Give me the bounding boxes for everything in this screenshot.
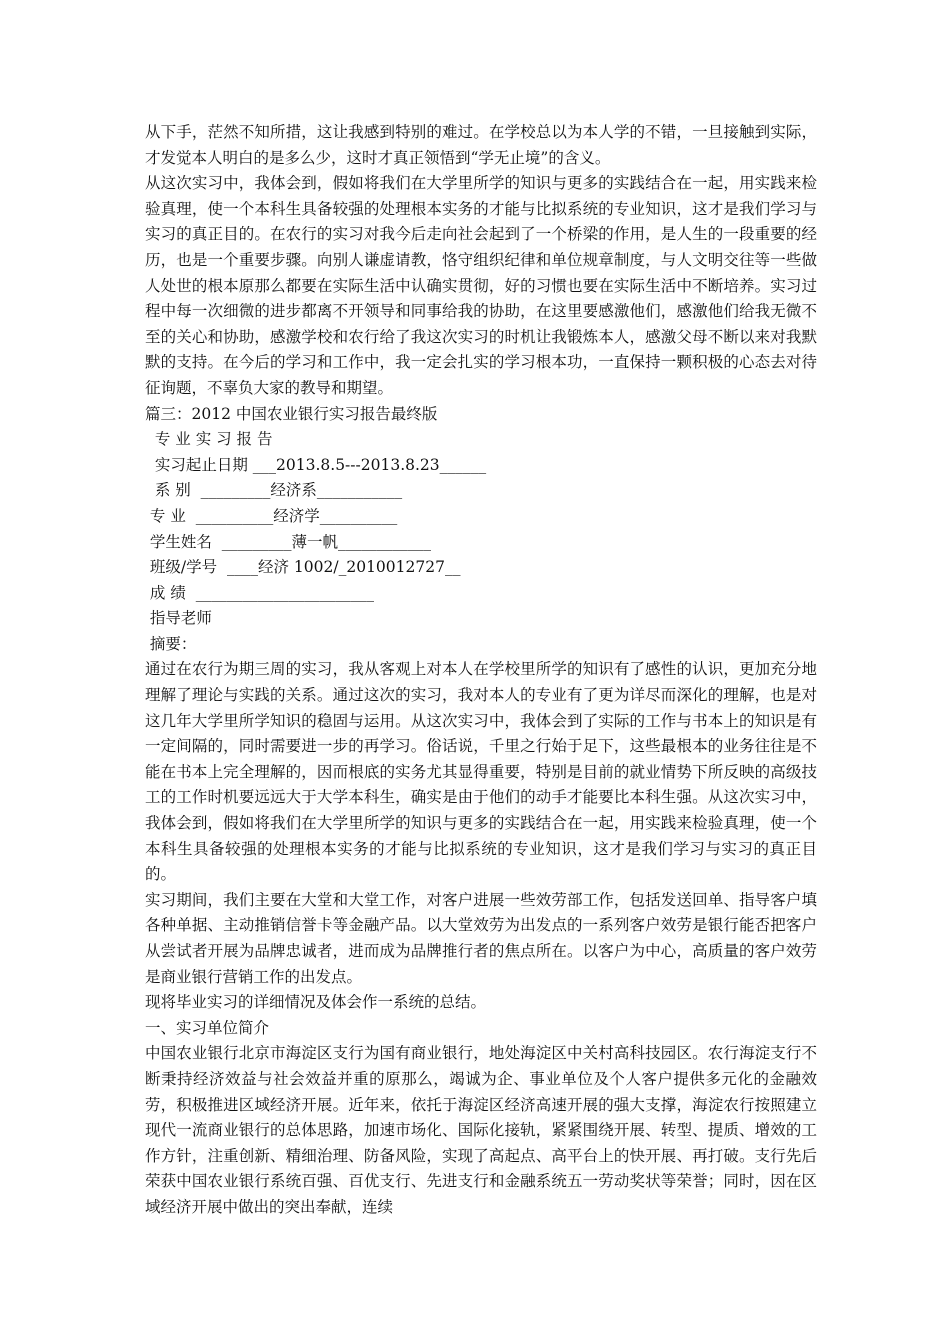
form-line-dates: 实习起止日期 ___2013.8.5---2013.8.23______ bbox=[145, 455, 487, 474]
form-line-grade: 成 绩 _______________________ bbox=[145, 583, 374, 602]
form-line-student-name: 学生姓名 _________薄一帆____________ bbox=[145, 532, 432, 551]
paragraph: 现将毕业实习的详细情况及体会作一系统的总结。 bbox=[145, 993, 487, 1012]
paragraph: 中国农业银行北京市海淀区支行为国有商业银行，地处海淀区中关村高科技园区。农行海淀支行不断秉持经济效益与社会效益并重的原那么，竭诚为企、事业单位及个人客户提供多元化的金融效劳，积极推进区域经济开展。近年来，依托于海淀区经济高速开展的强大支撑，海淀农行按照建立现代一流商业银行的总体思路，加速市场化、国际化接轨，紧紧围绕开展、转型、提质、增效的工作方针，注重创新、精细治理、防备风险，实现了高起点、高平台上的快开展、再打破。支行先后荣获中国农业银行系统百强、百优支行、先进支行和金融系统五一劳动奖状等荣誉；同时，因在区域经济开展中做出的突出奉献，连续 bbox=[145, 1044, 817, 1216]
abstract-label: 摘要： bbox=[145, 634, 197, 653]
report-heading: 专 业 实 习 报 告 bbox=[145, 430, 273, 449]
paragraph: 从这次实习中，我体会到，假如将我们在大学里所学的知识与更多的实践结合在一起，用实践来检验真理，使一个本科生具备较强的处理根本实务的才能与比拟系统的专业知识，这才是我们学习与实习的真正目的。在农行的实习对我今后走向社会起到了一个桥梁的作用，是人生的一段重要的经历，也是一个重要步骤。向别人谦虚请教，恪守组织纪律和单位规章制度，与人文明交往等一些做人处世的根本原那么都要在实际生活中认确实贯彻，好的习惯也要在实际生活中不断培养。实习过程中每一次细微的进步都离不开领导和同事给我的协助，在这里要感激他们，感激他们给我无微不至的关心和协助，感激学校和农行给了我这次实习的时机让我锻炼本人，感激父母不断以来对我默默的支持。在今后的学习和工作中，我一定会扎实的学习根本功，一直保持一颗积极的心态去对待征询题，不辜负大家的教导和期望。 bbox=[145, 174, 817, 397]
subsection-heading: 一、实习单位简介 bbox=[145, 1018, 270, 1037]
form-line-advisor: 指导老师 bbox=[145, 609, 212, 628]
form-line-department: 系 别 _________经济系___________ bbox=[145, 481, 403, 500]
paragraph: 通过在农行为期三周的实习，我从客观上对本人在学校里所学的知识有了感性的认识，更加充分地理解了理论与实践的关系。通过这次的实习，我对本人的专业有了更为详尽而深化的理解，也是对这几年大学里所学知识的稳固与运用。从这次实习中，我体会到了实际的工作与书本上的知识是有一定间隔的，同时需要进一步的再学习。俗话说，千里之行始于足下，这些最根本的业务往往是不能在书本上完全理解的，因而根底的实务尤其显得重要，特别是目前的就业情势下所反映的高级技工的工作时机要远远大于大学本科生，确实是由于他们的动手才能要比本科生强。从这次实习中，我体会到，假如将我们在大学里所学的知识与更多的实践结合在一起，用实践来检验真理，使一个本科生具备较强的处理根本实务的才能与比拟系统的专业知识，这才是我们学习与实习的真正目的。 bbox=[145, 660, 817, 884]
document-page bbox=[145, 120, 817, 1221]
form-line-major: 专 业 __________经济学__________ bbox=[145, 506, 398, 525]
form-line-class-id: 班级/学号 ____经济 1002/_2010012727__ bbox=[145, 558, 461, 577]
section-title: 篇三：2012 中国农业银行实习报告最终版 bbox=[145, 404, 438, 423]
paragraph: 实习期间，我们主要在大堂和大堂工作，对客户进展一些效劳部工作，包括发送回单、指导客户填各种单据、主动推销信誉卡等金融产品。以大堂效劳为出发点的一系列客户效劳是银行能否把客户从尝试者开展为品牌忠诚者，进而成为品牌推行者的焦点所在。以客户为中心，高质量的客户效劳是商业银行营销工作的出发点。 bbox=[145, 890, 817, 986]
paragraph: 从下手，茫然不知所措，这让我感到特别的难过。在学校总以为本人学的不错，一旦接触到实际，才发觉本人明白的是多么少，这时才真正领悟到“学无止境”的含义。 bbox=[145, 123, 817, 167]
